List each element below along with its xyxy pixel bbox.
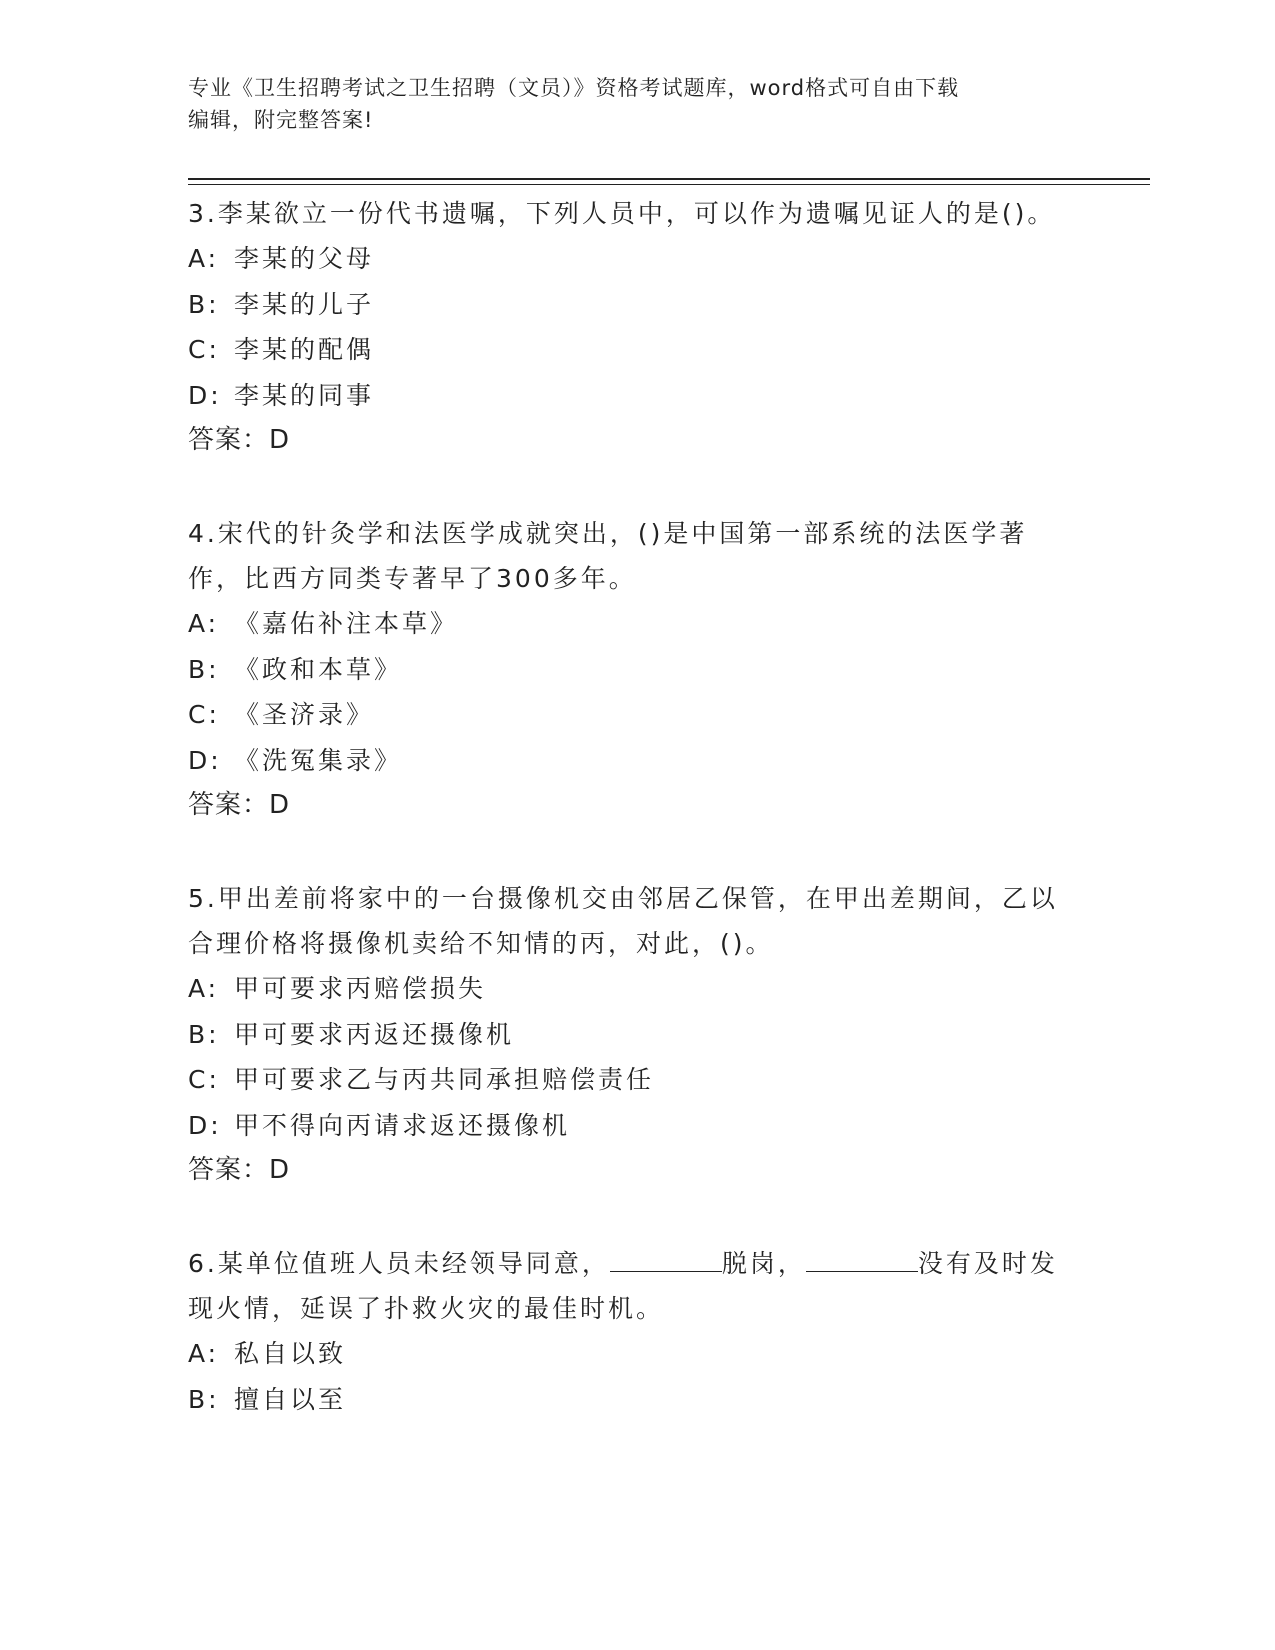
option-b[interactable] (188, 1012, 1068, 1058)
option-letter: A: (188, 244, 220, 273)
option-text: 李某的配偶 (234, 335, 375, 364)
option-letter: A: (188, 609, 220, 638)
option-a[interactable] (188, 601, 1068, 647)
document-header (188, 72, 1068, 136)
header-divider-thin (188, 184, 1150, 185)
option-text: 甲可要求乙与丙共同承担赔偿责任 (234, 1065, 655, 1094)
option-letter: C: (188, 700, 220, 729)
option-d[interactable] (188, 738, 1068, 784)
option-text: 李某的儿子 (234, 289, 375, 319)
question-stem: 4.宋代的针灸学和法医学成就突出，()是中国第一部系统的法医学著作，比西方同类专著早了300多年。 (188, 519, 1028, 593)
header-line-1: 专业《卫生招聘考试之卫生招聘（文员）》资格考试题库，word格式可自由下载 (188, 76, 960, 100)
option-text: 甲可要求丙返还摄像机 (234, 1019, 515, 1049)
question-3 (188, 188, 1068, 463)
question-stem (188, 1238, 1068, 1331)
option-c[interactable] (188, 327, 1068, 373)
header-line-2: 编辑，附完整答案! (188, 108, 374, 132)
answer-line: 答案：D (188, 790, 291, 820)
option-text: 甲可要求丙赔偿损失 (234, 974, 487, 1003)
stem-part-1: 6.某单位值班人员未经领导同意， (188, 1249, 610, 1278)
option-letter: A: (188, 974, 220, 1003)
question-stem: 5.甲出差前将家中的一台摄像机交由邻居乙保管，在甲出差期间，乙以合理价格将摄像机卖给不知情的丙，对此，()。 (188, 884, 1058, 958)
option-letter: B: (188, 289, 220, 319)
option-text: 李某的同事 (234, 380, 375, 410)
question-6 (188, 1238, 1068, 1422)
option-letter: C: (188, 1065, 220, 1094)
option-a[interactable] (188, 236, 1068, 282)
option-c[interactable] (188, 1057, 1068, 1103)
option-letter: D: (188, 380, 222, 410)
header-divider-thick (188, 178, 1150, 180)
stem-part-2: 脱岗， (721, 1249, 806, 1278)
option-b[interactable] (188, 647, 1068, 693)
option-letter: C: (188, 335, 220, 364)
answer-line: 答案：D (188, 1155, 291, 1185)
option-text: 《嘉佑补注本草》 (234, 609, 459, 638)
option-b[interactable] (188, 1377, 1068, 1423)
answer-line: 答案：D (188, 425, 291, 455)
option-text: 擅自以至 (234, 1384, 347, 1414)
option-text: 《洗冤集录》 (234, 745, 403, 775)
option-a[interactable] (188, 966, 1068, 1012)
option-letter: D: (188, 1110, 222, 1140)
question-5 (188, 873, 1068, 1193)
option-a[interactable] (188, 1331, 1068, 1377)
option-text: 私自以致 (234, 1339, 347, 1368)
option-b[interactable] (188, 282, 1068, 328)
option-letter: B: (188, 1384, 220, 1414)
option-letter: A: (188, 1339, 220, 1368)
stem-part-3: 没有及时发现火情，延误了扑救火灾的最佳时机。 (188, 1249, 1058, 1323)
option-d[interactable] (188, 373, 1068, 419)
option-text: 《圣济录》 (234, 700, 375, 729)
fill-blank-1 (610, 1243, 722, 1272)
option-letter: B: (188, 1019, 220, 1049)
option-text: 甲不得向丙请求返还摄像机 (234, 1110, 571, 1140)
option-letter: D: (188, 745, 222, 775)
option-text: 《政和本草》 (234, 654, 403, 684)
question-stem: 3.李某欲立一份代书遗嘱，下列人员中，可以作为遗嘱见证人的是()。 (188, 199, 1056, 228)
option-c[interactable] (188, 692, 1068, 738)
option-letter: B: (188, 654, 220, 684)
fill-blank-2 (806, 1243, 918, 1272)
question-4 (188, 508, 1068, 828)
question-list (188, 188, 1068, 1422)
option-text: 李某的父母 (234, 244, 375, 273)
option-d[interactable] (188, 1103, 1068, 1149)
